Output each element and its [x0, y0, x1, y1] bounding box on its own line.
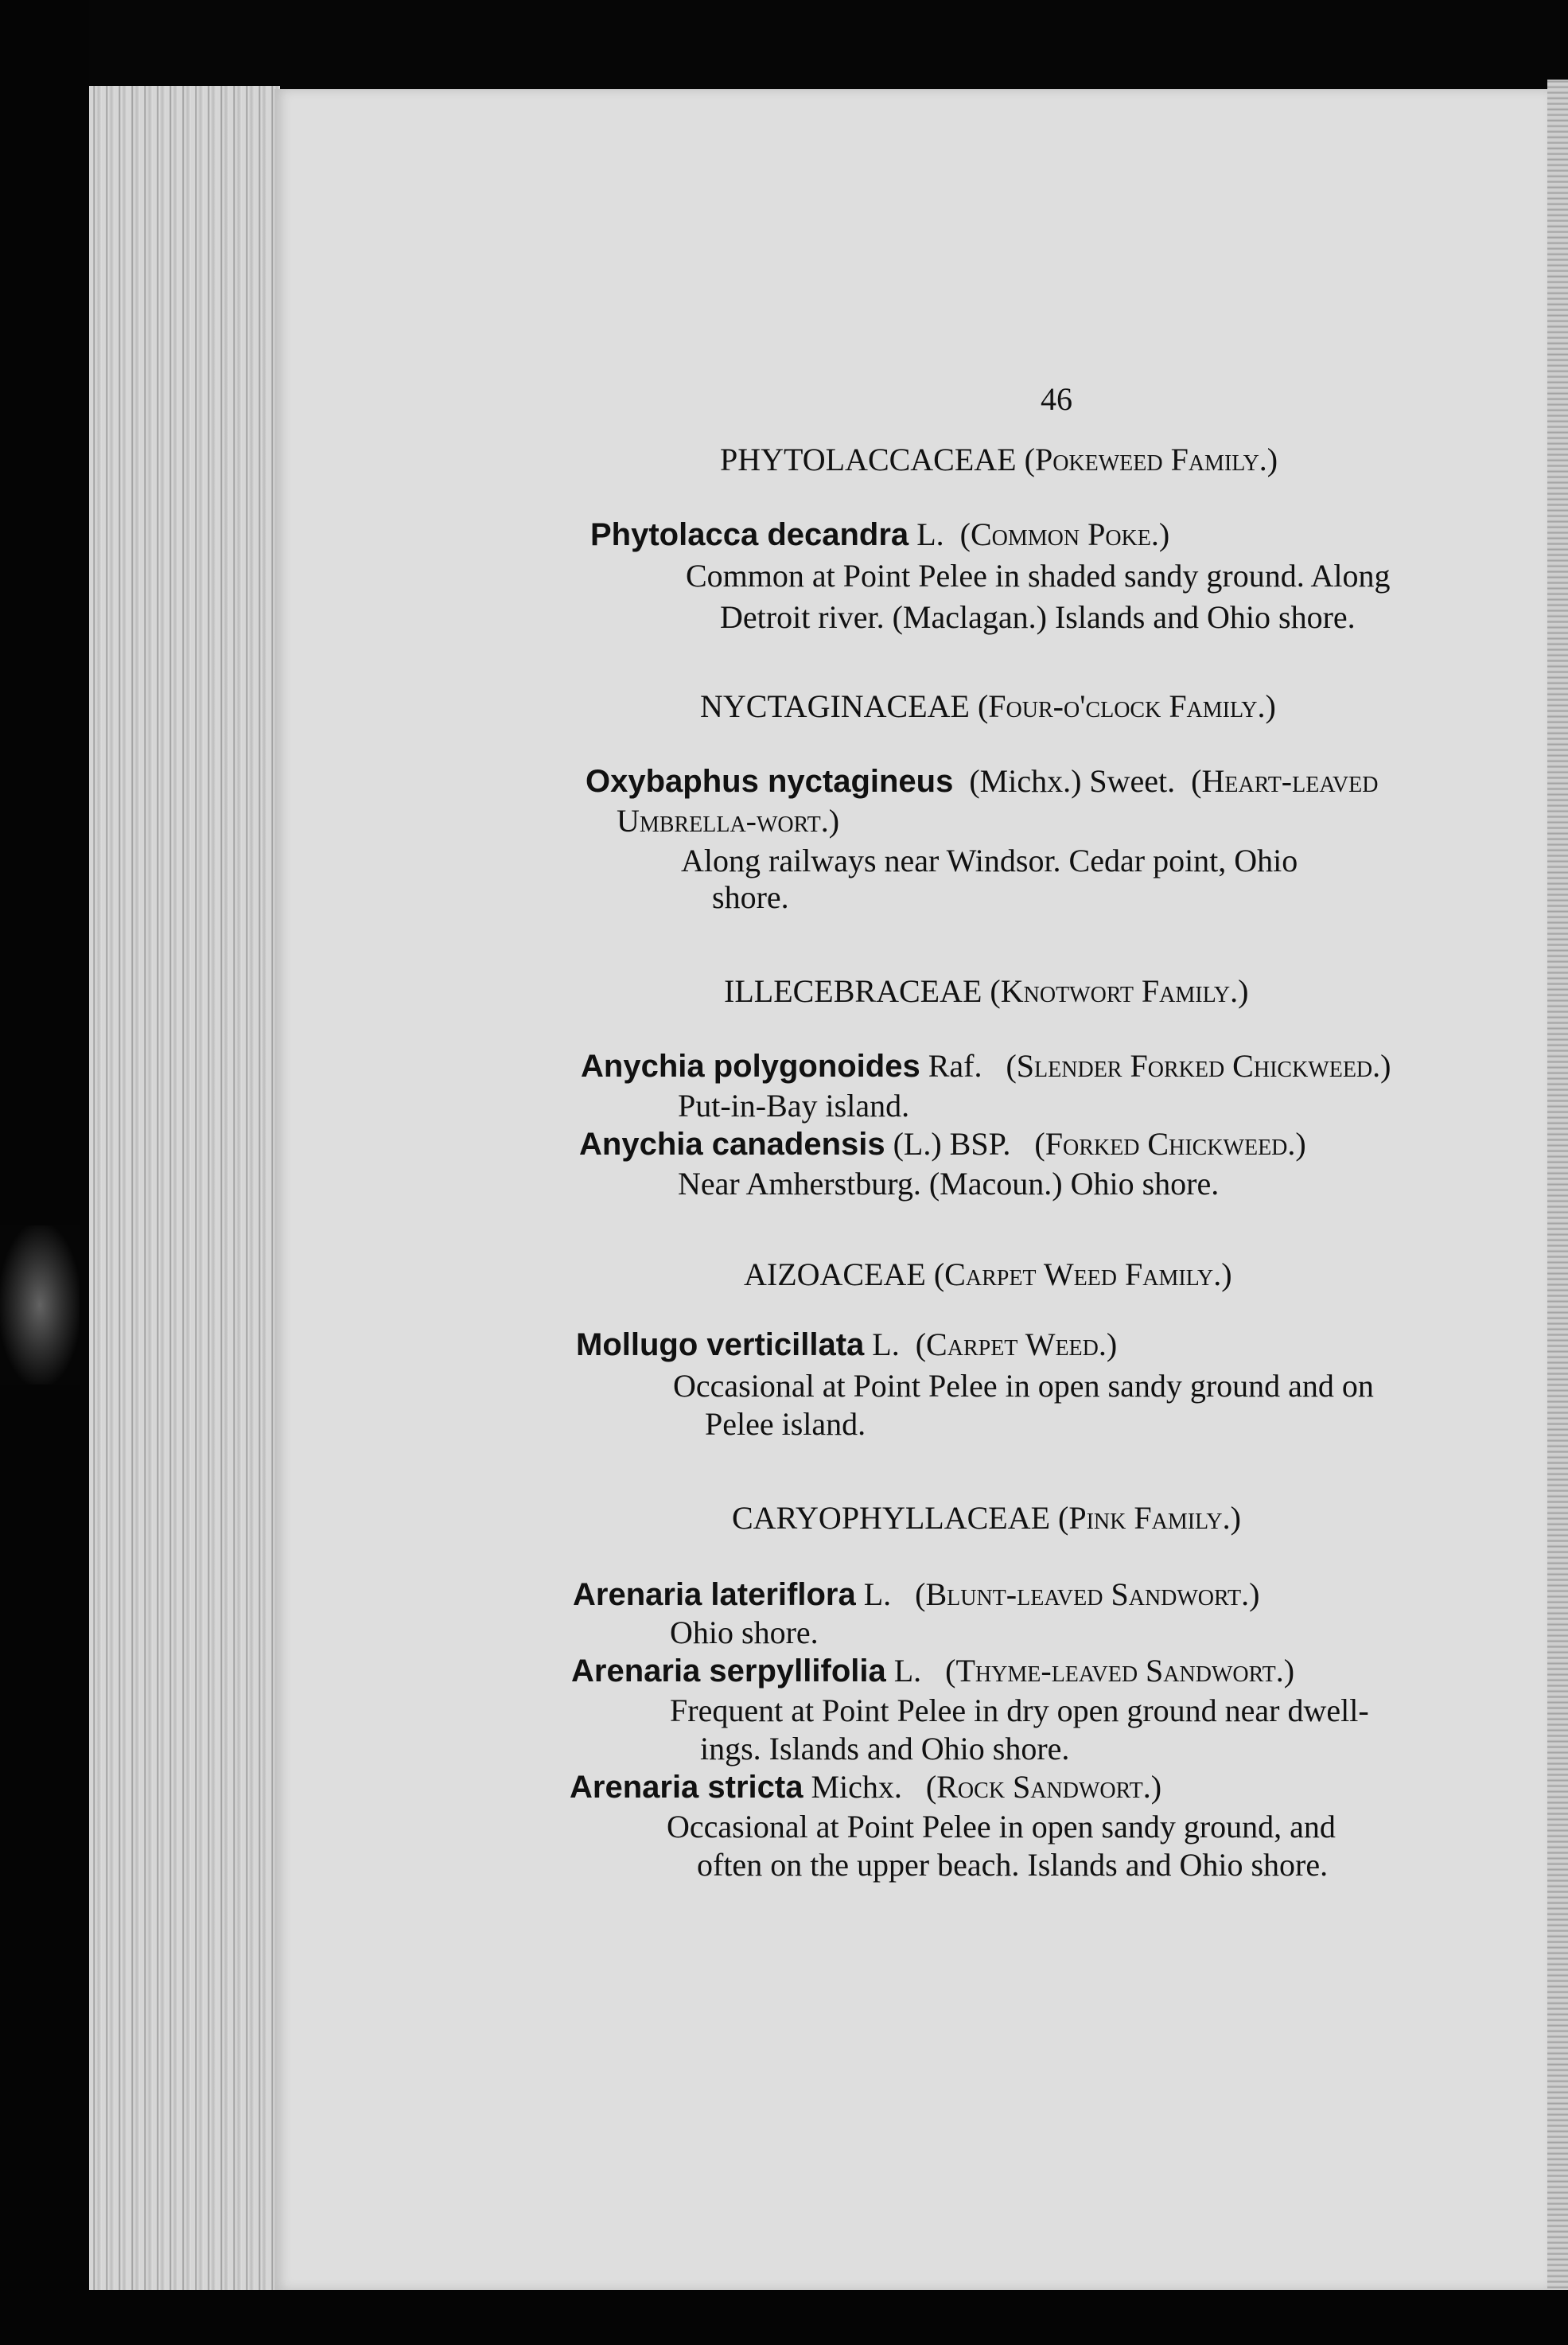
species-authority: L.: [872, 1326, 900, 1362]
species-common-name: (Common Poke.): [959, 516, 1170, 552]
family-common-name: (Carpet Weed Family.): [933, 1256, 1232, 1292]
family-heading: [732, 1502, 1241, 1534]
family-common-name: (Knotwort Family.): [990, 973, 1249, 1009]
family-heading: [724, 973, 1249, 1009]
species-entry: [576, 1326, 1118, 1362]
bottom-shadow: [89, 2290, 1568, 2345]
family-name: AIZOACEAE: [744, 1256, 926, 1292]
species-authority: Raf.: [928, 1048, 982, 1084]
species-note: ings. Islands and Ohio shore.: [700, 1731, 1070, 1767]
family-common-name: (Pink Family.): [1058, 1500, 1241, 1536]
species-note: Along railways near Windsor. Cedar point, Ohio: [681, 843, 1298, 878]
species-name: Phytolacca decandra: [590, 517, 909, 552]
species-common-name: (Forked Chickweed.): [1034, 1126, 1306, 1162]
species-entry: [570, 1771, 1161, 1803]
species-note: Put-in-Bay island.: [678, 1088, 910, 1124]
species-note: shore.: [712, 879, 789, 915]
species-name: Mollugo verticillata: [576, 1327, 865, 1362]
species-common-name: (Heart-leaved: [1191, 763, 1379, 799]
species-name: Arenaria serpyllifolia: [571, 1654, 886, 1689]
family-heading: [720, 444, 1278, 476]
species-common-name: (Carpet Weed.): [915, 1326, 1118, 1362]
species-note: Common at Point Pelee in shaded sandy ground. Along: [686, 558, 1391, 594]
species-entry: [590, 516, 1170, 552]
family-heading: [744, 1256, 1232, 1292]
page-edges: [89, 86, 280, 2298]
species-common-name: (Thyme-leaved Sandwort.): [945, 1653, 1295, 1689]
family-name: ILLECEBRACEAE: [724, 973, 982, 1009]
species-authority: L.: [893, 1653, 922, 1689]
species-authority: (Michx.) Sweet.: [969, 763, 1176, 799]
species-common-name: (Rock Sandwort.): [925, 1769, 1162, 1805]
species-authority: L.: [863, 1576, 892, 1612]
species-entry: [579, 1128, 1306, 1160]
family-common-name: (Four-o'clock Family.): [977, 688, 1276, 724]
spine-blotch: [0, 1225, 80, 1385]
species-name: Anychia canadensis: [579, 1127, 885, 1162]
species-note: Pelee island.: [705, 1406, 866, 1442]
family-name: CARYOPHYLLACEAE: [732, 1500, 1051, 1536]
species-name: Arenaria stricta: [570, 1770, 803, 1805]
species-entry: [571, 1655, 1294, 1687]
species-authority: (L.) BSP.: [893, 1126, 1011, 1162]
family-common-name: (Pokeweed Family.): [1024, 442, 1278, 477]
species-note: Occasional at Point Pelee in open sandy ground, and: [667, 1809, 1336, 1844]
species-authority: L.: [916, 516, 944, 552]
species-note: often on the upper beach. Islands and Ohio shore.: [697, 1847, 1329, 1883]
species-entry: [586, 765, 1378, 797]
family-name: NYCTAGINACEAE: [700, 688, 970, 724]
species-name: Arenaria lateriflora: [573, 1577, 856, 1612]
family-heading: [700, 688, 1276, 724]
species-note: Near Amherstburg. (Macoun.) Ohio shore.: [678, 1166, 1220, 1202]
species-note: Frequent at Point Pelee in dry open ground near dwell-: [670, 1693, 1369, 1728]
left-margin-background: [0, 0, 89, 2345]
species-common-name: (Blunt-leaved Sandwort.): [915, 1576, 1260, 1612]
species-note: Ohio shore.: [670, 1615, 819, 1650]
species-entry: [581, 1050, 1391, 1082]
species-note: Detroit river. (Maclagan.) Islands and Ohio shore.: [720, 599, 1356, 635]
species-common-name: (Slender Forked Chickweed.): [1006, 1048, 1391, 1084]
page-number: 46: [1041, 381, 1072, 417]
species-note: Occasional at Point Pelee in open sandy ground and on: [673, 1368, 1374, 1404]
species-name: Anychia polygonoides: [581, 1049, 920, 1084]
species-name: Oxybaphus nyctagineus: [586, 764, 954, 799]
family-name: PHYTOLACCACEAE: [720, 442, 1017, 477]
species-entry: [573, 1576, 1260, 1612]
species-common-name-continued: Umbrella-wort.): [617, 803, 840, 839]
species-authority: Michx.: [811, 1769, 902, 1805]
right-page-edge: [1547, 80, 1568, 2308]
